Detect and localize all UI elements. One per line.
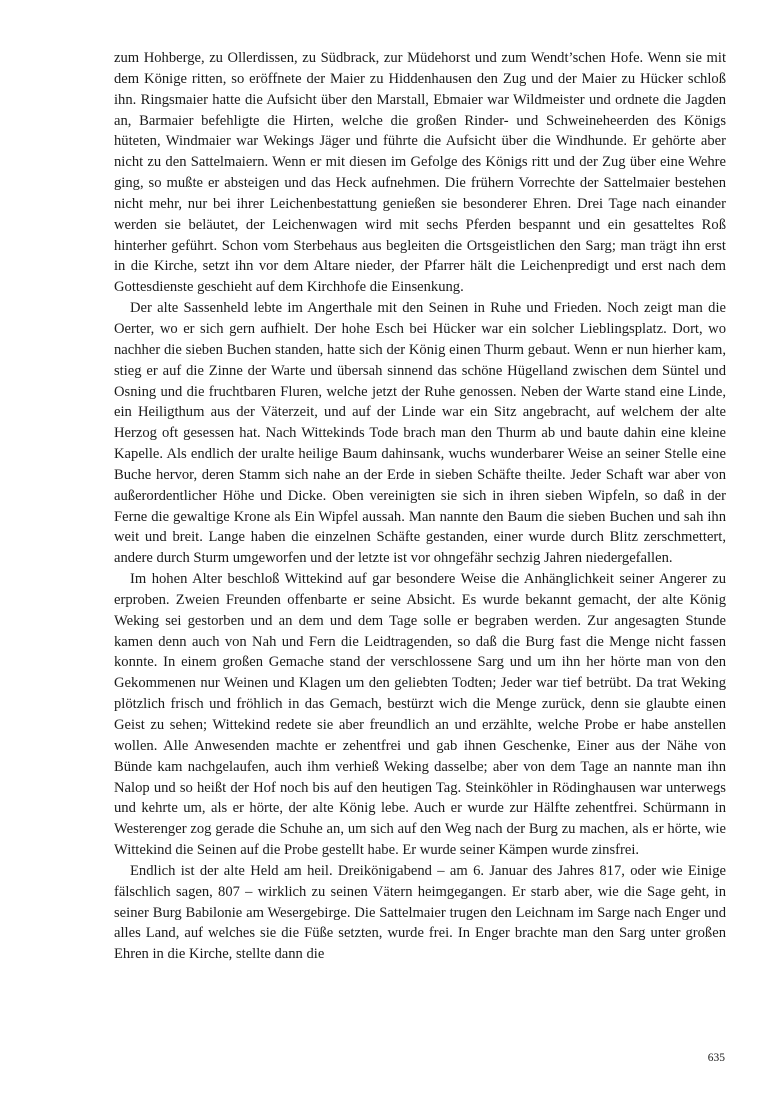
paragraph-2: Der alte Sassenheld lebte im Angerthale mit den Seinen in Ruhe und Frieden. Noch zeigt man die Oerter, wo er sich gern aufhielt. Der hohe Esch bei Hücker war ein solcher Lieblingsplatz. Dort, wo nachher die sieben Buchen standen, hatte sich der König einen Thurm gebaut. Wenn er nun hierher kam, stieg er auf die Zinne der Warte und übersah sinnend das schöne Hügelland zwischen dem Süntel und Osning und die fruchtbaren Fluren, welche jetzt der Ruhe genossen. Neben der Warte stand eine Linde, ein Heiligthum aus der Väterzeit, und auf der Linde war ein Sitz angebracht, auf welchem der alte Herzog oft gesessen hat. Nach Wittekinds Tode brach man den Thurm ab und baute dahin eine kleine Kapelle. Als endlich der uralte heilige Baum dahinsank, wuchs wunderbarer Weise an seiner Stelle eine Buche hervor, deren Stamm sich nahe an der Erde in sieben Schäfte theilte. Jeder Schaft war aber von außerordentlicher Höhe und Dicke. Oben vereinigten sie sich in ihren sieben Wipfeln, so daß in der Ferne die gewaltige Krone als Ein Wipfel aussah. Man nannte den Baum die sieben Buchen und sah ihn weit und breit. Lange haben die einzelnen Schäfte gestanden, einer wurde durch Blitz zerschmettert, andere durch Sturm umgeworfen und der letzte ist vor ohngefähr sechzig Jahren niedergefallen. <box>114 300 726 567</box>
paragraph-4: Endlich ist der alte Held am heil. Dreikönigabend – am 6. Januar des Jahres 817, oder wie Einige fälschlich sagen, 807 – wirklich zu seinen Vätern heimgegangen. Er starb aber, wie die Sage geht, in seiner Burg Babilonie am Wesergebirge. Die Sattelmaier trugen den Leichnam im Sarge nach Enger und alles Land, auf welches sie die Füße setzten, wurde frei. In Enger brachte man den Sarg unter großen Ehren in die Kirche, stellte dann die <box>114 862 726 963</box>
paragraph-3: Im hohen Alter beschloß Wittekind auf gar besondere Weise die Anhänglichkeit seiner Angerer zu erproben. Zweien Freunden offenbarte er seine Absicht. Es wurde bekannt gemacht, der alte König Weking sei gestorben und an dem und dem Tage solle er begraben werden. Zur angesagten Stunde kamen denn auch von Nah und Fern die Leidtragenden, so daß die Burg fast die Menge nicht fassen konnte. In einem großen Gemache stand der verschlossene Sarg und um ihn her hörte man von den Gekommenen nur Weinen und Klagen um den geliebten Todten; Jeder war tief betrübt. Da trat Weking plötzlich frisch und fröhlich in das Gemach, bestürzt wich die Menge zurück, denn sie glaubte einen Geist zu sehen; Wittekind redete sie aber freundlich an und erzählte, welche Probe er habe anstellen wollen. Alle Anwesenden machte er zehentfrei und gab ihnen Geschenke, Einer aus der Nähe von Bünde kam nachgelaufen, auch ihm verhieß Weking dasselbe; aber von dem Tage an nannte man ihn Nalop und so heißt der Hof noch bis auf den heutigen Tag. Steinköhler in Rödinghausen war unterwegs und kehrte um, als er hörte, der alte König lebe. Auch er wurde zur Hälfte zehentfrei. Schürmann in Westerenger zog gerade die Schuhe an, um sich auf den Weg nach der Burg zu machen, als er hörte, wie Wittekind die Seinen auf die Probe gestellt habe. Er wurde seiner Kämpen wurde zinsfrei. <box>114 571 726 859</box>
paragraph-1: zum Hohberge, zu Ollerdissen, zu Südbrack, zur Müdehorst und zum Wendt’schen Hofe. Wenn sie mit dem Könige ritten, so eröffnete der Maier zu Hiddenhausen den Zug und der Maier zu Hücker schloß ihn. Ringsmaier hatte die Aufsicht über den Marstall, Ebmaier war Wildmeister und ordnete die Jagden an, Barmaier befehligte die Hirten, welche die großen Rinder- und Schweineheerden des Königs hüteten, Windmaier war Wekings Jäger und führte die Aufsicht über die Windhunde. Er gehörte aber nicht zu den Sattelmaiern. Wenn er mit diesen im Gefolge des Königs ritt und der Zug über eine Wehre ging, so mußte er absteigen und das Heck aufnehmen. Die frühern Vorrechte der Sattelmaier bestehen nicht mehr, nur bei ihrer Leichenbestattung genießen sie besonderer Ehren. Drei Tage nach einander werden sie beläutet, der Leichenwagen wird mit sechs Pferden bespannt und ein gesatteltes Roß hinterher geführt. Schon vom Sterbehaus aus begleiten die Ortsgeistlichen den Sarg; man trägt ihn erst in die Kirche, setzt ihn vor dem Altare nieder, der Pfarrer hält die Leichenpredigt und erst nach dem Gottesdienste geschieht auf dem Kirchhofe die Einsenkung. <box>114 50 726 296</box>
page-number: 635 <box>707 1052 725 1064</box>
page-body <box>114 48 726 965</box>
